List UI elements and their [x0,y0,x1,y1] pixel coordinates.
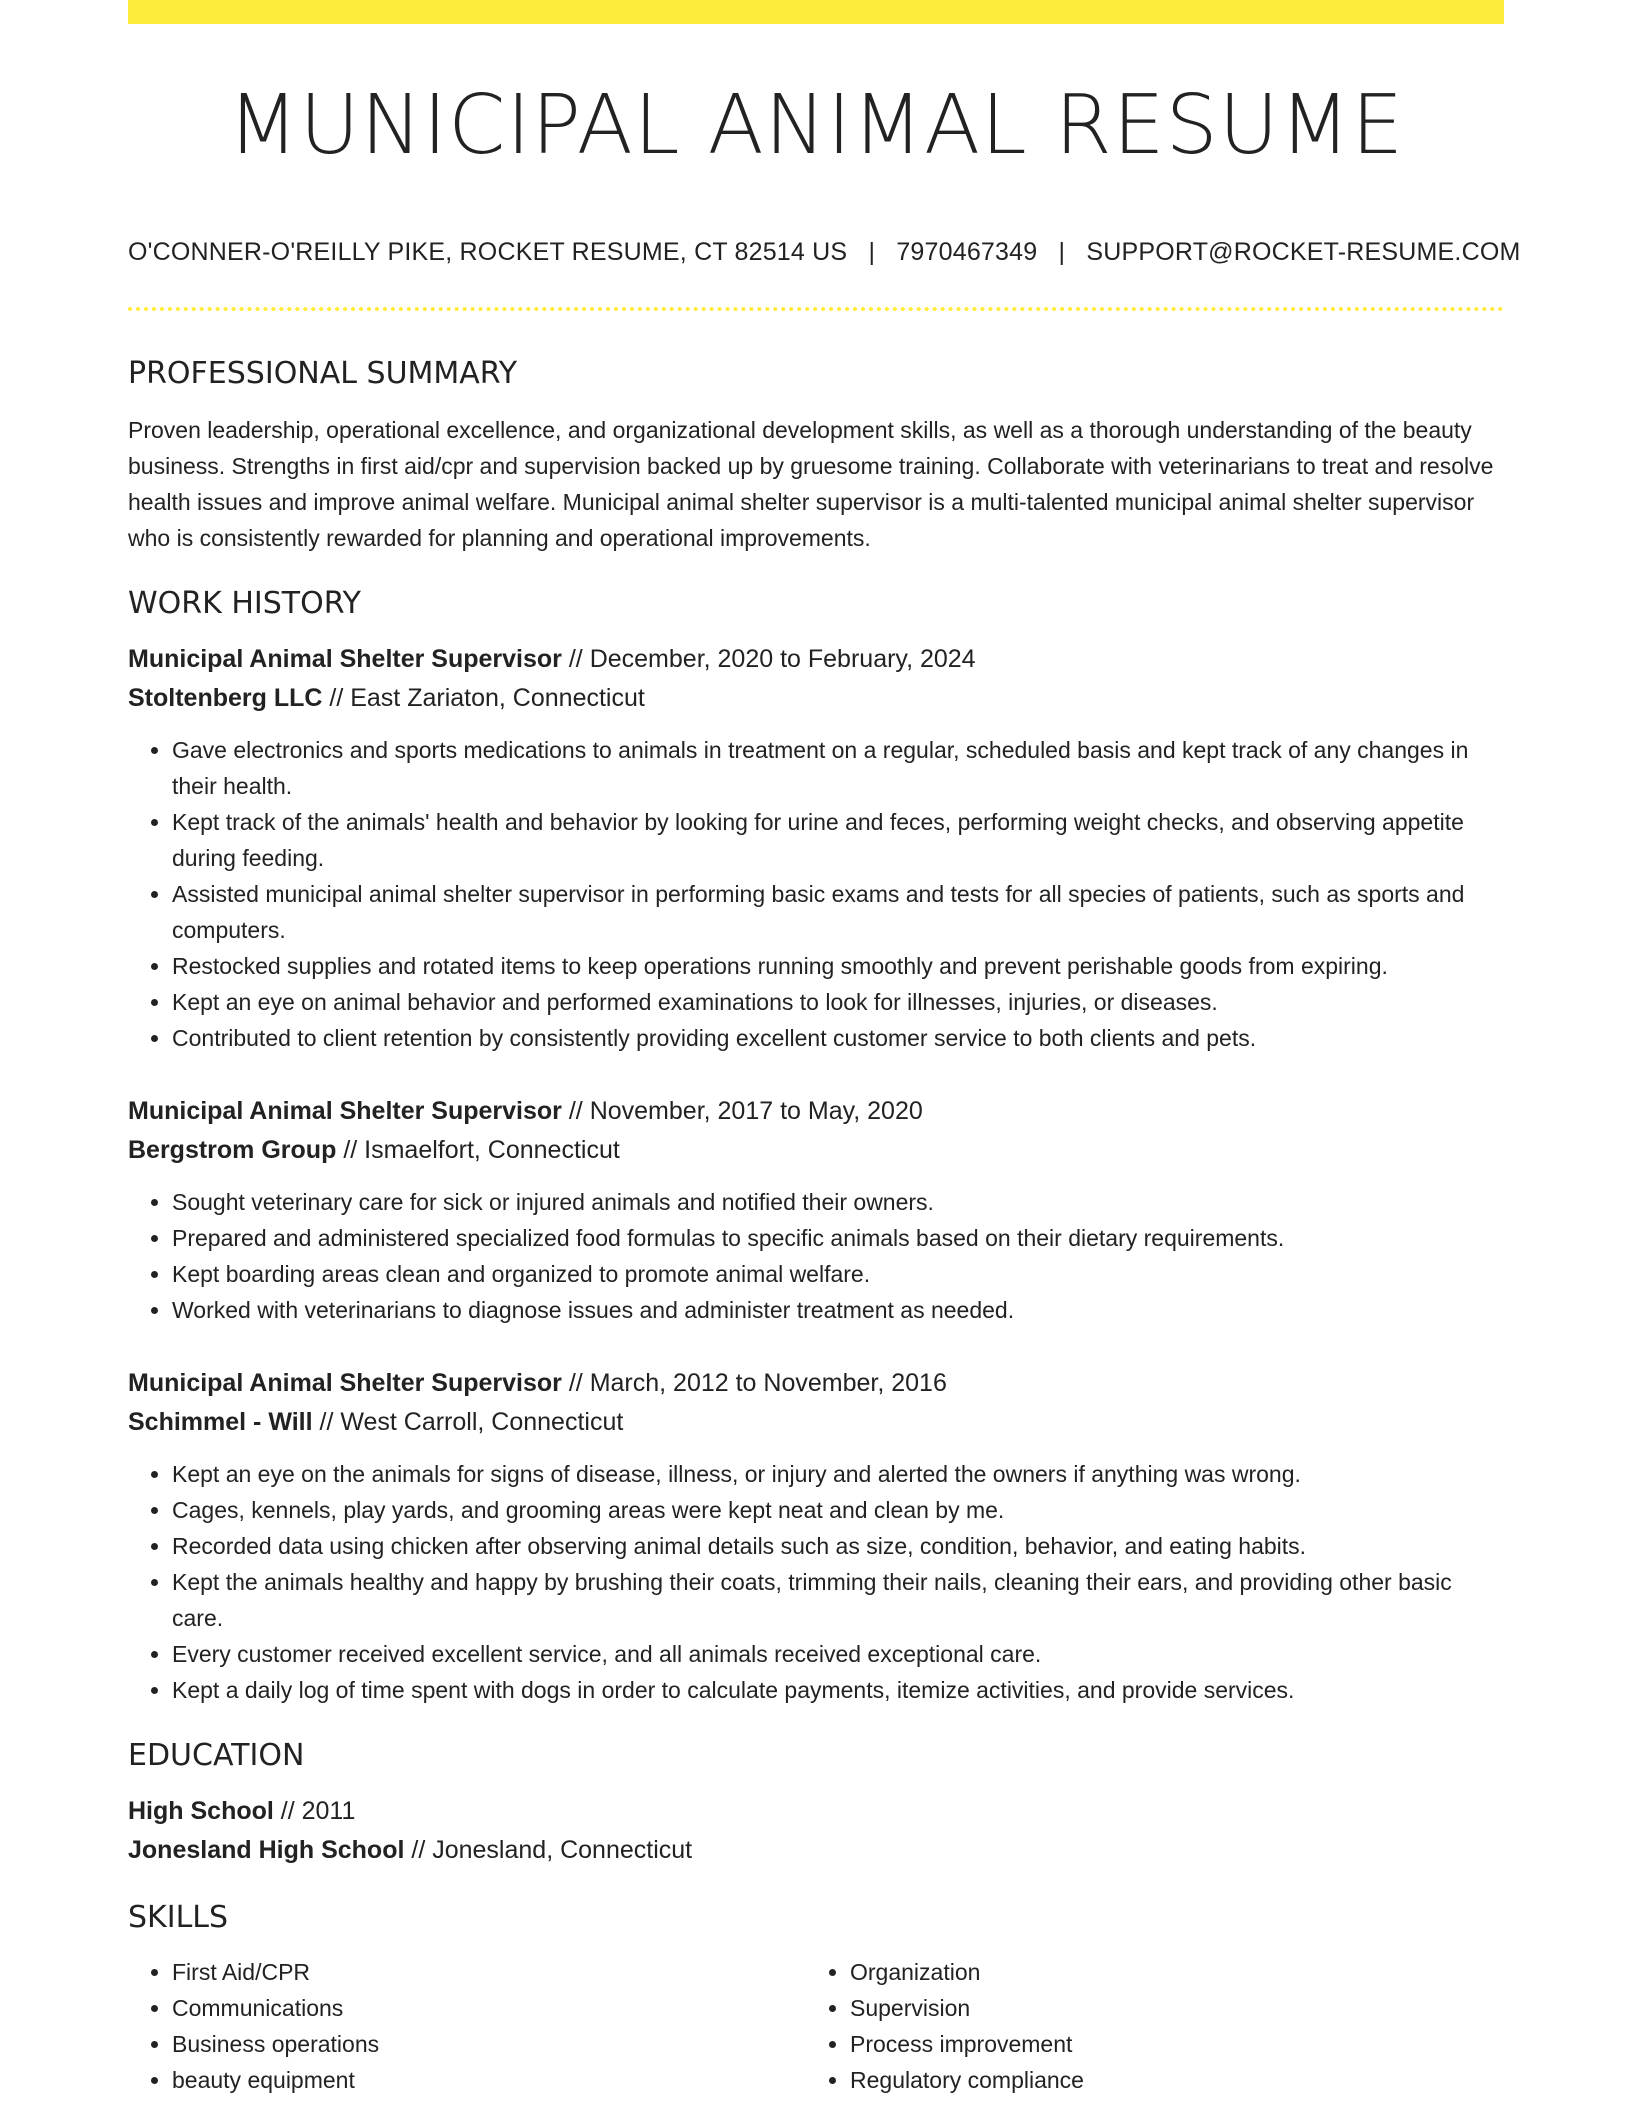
job-location: // Ismaelfort, Connecticut [343,1136,620,1164]
job-bullet: • Kept a daily log of time spent with dogs in order to calculate payments, itemize activities, and provide services. [172,1672,1504,1708]
summary-heading: PROFESSIONAL SUMMARY [128,356,518,391]
job-company: Schimmel - Will [128,1408,313,1436]
job-bullet: • Sought veterinary care for sick or injured animals and notified their owners. [172,1184,1504,1220]
job-company-line [128,1403,1504,1442]
summary-section [128,352,1504,556]
skill-item: • First Aid/CPR [172,1954,806,1990]
job-bullet: • Restocked supplies and rotated items to keep operations running smoothly and prevent perishable goods from expiring. [172,948,1504,984]
skill-item: • Business operations [172,2026,806,2062]
job-entry [128,1092,1504,1328]
job-bullet: • Every customer received excellent service, and all animals received exceptional care. [172,1636,1504,1672]
education-section [128,1734,1504,1870]
job-dates: // November, 2017 to May, 2020 [568,1097,923,1125]
contact-separator: | [868,238,876,266]
job-company: Bergstrom Group [128,1136,337,1164]
job-bullet: • Kept an eye on animal behavior and performed examinations to look for illnesses, injuries, or diseases. [172,984,1504,1020]
job-bullets [128,1184,1504,1328]
job-bullet: • Kept an eye on the animals for signs of disease, illness, or injury and alerted the owners if anything was wrong. [172,1456,1504,1492]
job-role: Municipal Animal Shelter Supervisor [128,1369,562,1397]
contact-email: SUPPORT@ROCKET-RESUME.COM [1086,238,1521,266]
job-bullet: • Kept boarding areas clean and organized to promote animal welfare. [172,1256,1504,1292]
job-dates: // March, 2012 to November, 2016 [568,1369,947,1397]
education-school: Jonesland High School [128,1836,405,1864]
job-title-line [128,1092,1504,1131]
job-company: Stoltenberg LLC [128,684,323,712]
skill-item: • Regulatory compliance [850,2062,1484,2098]
job-title-line [128,1364,1504,1403]
job-bullet: • Kept the animals healthy and happy by brushing their coats, trimming their nails, cleaning their ears, and providing other basic care. [172,1564,1504,1636]
job-bullet: • Worked with veterinarians to diagnose issues and administer treatment as needed. [172,1292,1504,1328]
skill-item: • Supervision [850,1990,1484,2026]
skills-section [128,1896,1504,2098]
education-entry [128,1792,1504,1870]
skills-columns [128,1954,1504,2098]
job-bullet: • Recorded data using chicken after observing animal details such as size, condition, behavior, and eating habits. [172,1528,1504,1564]
skills-heading: SKILLS [128,1900,229,1935]
job-title-line [128,640,1504,679]
education-year: // 2011 [280,1797,356,1825]
job-bullets [128,1456,1504,1708]
job-entry [128,1364,1504,1708]
contact-phone: 7970467349 [896,238,1038,266]
job-bullet: • Contributed to client retention by consistently providing excellent customer service to both clients and pets. [172,1020,1504,1056]
skill-item: • Organization [850,1954,1484,1990]
skill-item: • beauty equipment [172,2062,806,2098]
education-degree: High School [128,1797,274,1825]
resume-body [128,352,1504,2098]
resume-title: MUNICIPAL ANIMAL RESUME [227,78,1405,173]
job-entry [128,640,1504,1056]
contact-address: O'CONNER-O'REILLY PIKE, ROCKET RESUME, CT 82514 US [128,238,848,266]
contact-separator: | [1058,238,1066,266]
job-role: Municipal Animal Shelter Supervisor [128,1097,562,1125]
skill-item: • Communications [172,1990,806,2026]
skill-item: • Process improvement [850,2026,1484,2062]
dotted-divider [128,307,1504,311]
education-heading: EDUCATION [128,1738,305,1773]
job-company-line [128,1131,1504,1170]
contact-line [128,238,1521,267]
education-degree-line [128,1792,1504,1831]
summary-text: Proven leadership, operational excellence, and organizational development skills, as well as a thorough understanding of the beauty business. Strengths in first aid/cpr and supervision backed up by gruesome training. Collaborate with veterinarians to treat and resolve health issues and improve animal welfare. Municipal animal shelter supervisor is a multi-talented municipal animal shelter supervisor who is consistently rewarded for planning and operational improvements. [128,417,1494,551]
job-location: // East Zariaton, Connecticut [329,684,645,712]
work-history-section [128,582,1504,1708]
job-bullet: • Cages, kennels, play yards, and grooming areas were kept neat and clean by me. [172,1492,1504,1528]
education-school-line [128,1831,1504,1870]
skills-right-column [806,1954,1484,2098]
job-role: Municipal Animal Shelter Supervisor [128,645,562,673]
job-bullet: • Kept track of the animals' health and behavior by looking for urine and feces, performing weight checks, and observing appetite during feeding. [172,804,1504,876]
education-location: // Jonesland, Connecticut [411,1836,693,1864]
accent-top-bar [128,0,1504,24]
job-bullet: • Prepared and administered specialized food formulas to specific animals based on their dietary requirements. [172,1220,1504,1256]
job-company-line [128,679,1504,718]
job-location: // West Carroll, Connecticut [319,1408,624,1436]
job-bullet: • Assisted municipal animal shelter supervisor in performing basic exams and tests for all species of patients, such as sports and computers. [172,876,1504,948]
job-bullet: • Gave electronics and sports medications to animals in treatment on a regular, scheduled basis and kept track of any changes in their health. [172,732,1504,804]
skills-left-column [128,1954,806,2098]
job-dates: // December, 2020 to February, 2024 [568,645,976,673]
work-history-heading: WORK HISTORY [128,586,361,621]
job-bullets [128,732,1504,1056]
